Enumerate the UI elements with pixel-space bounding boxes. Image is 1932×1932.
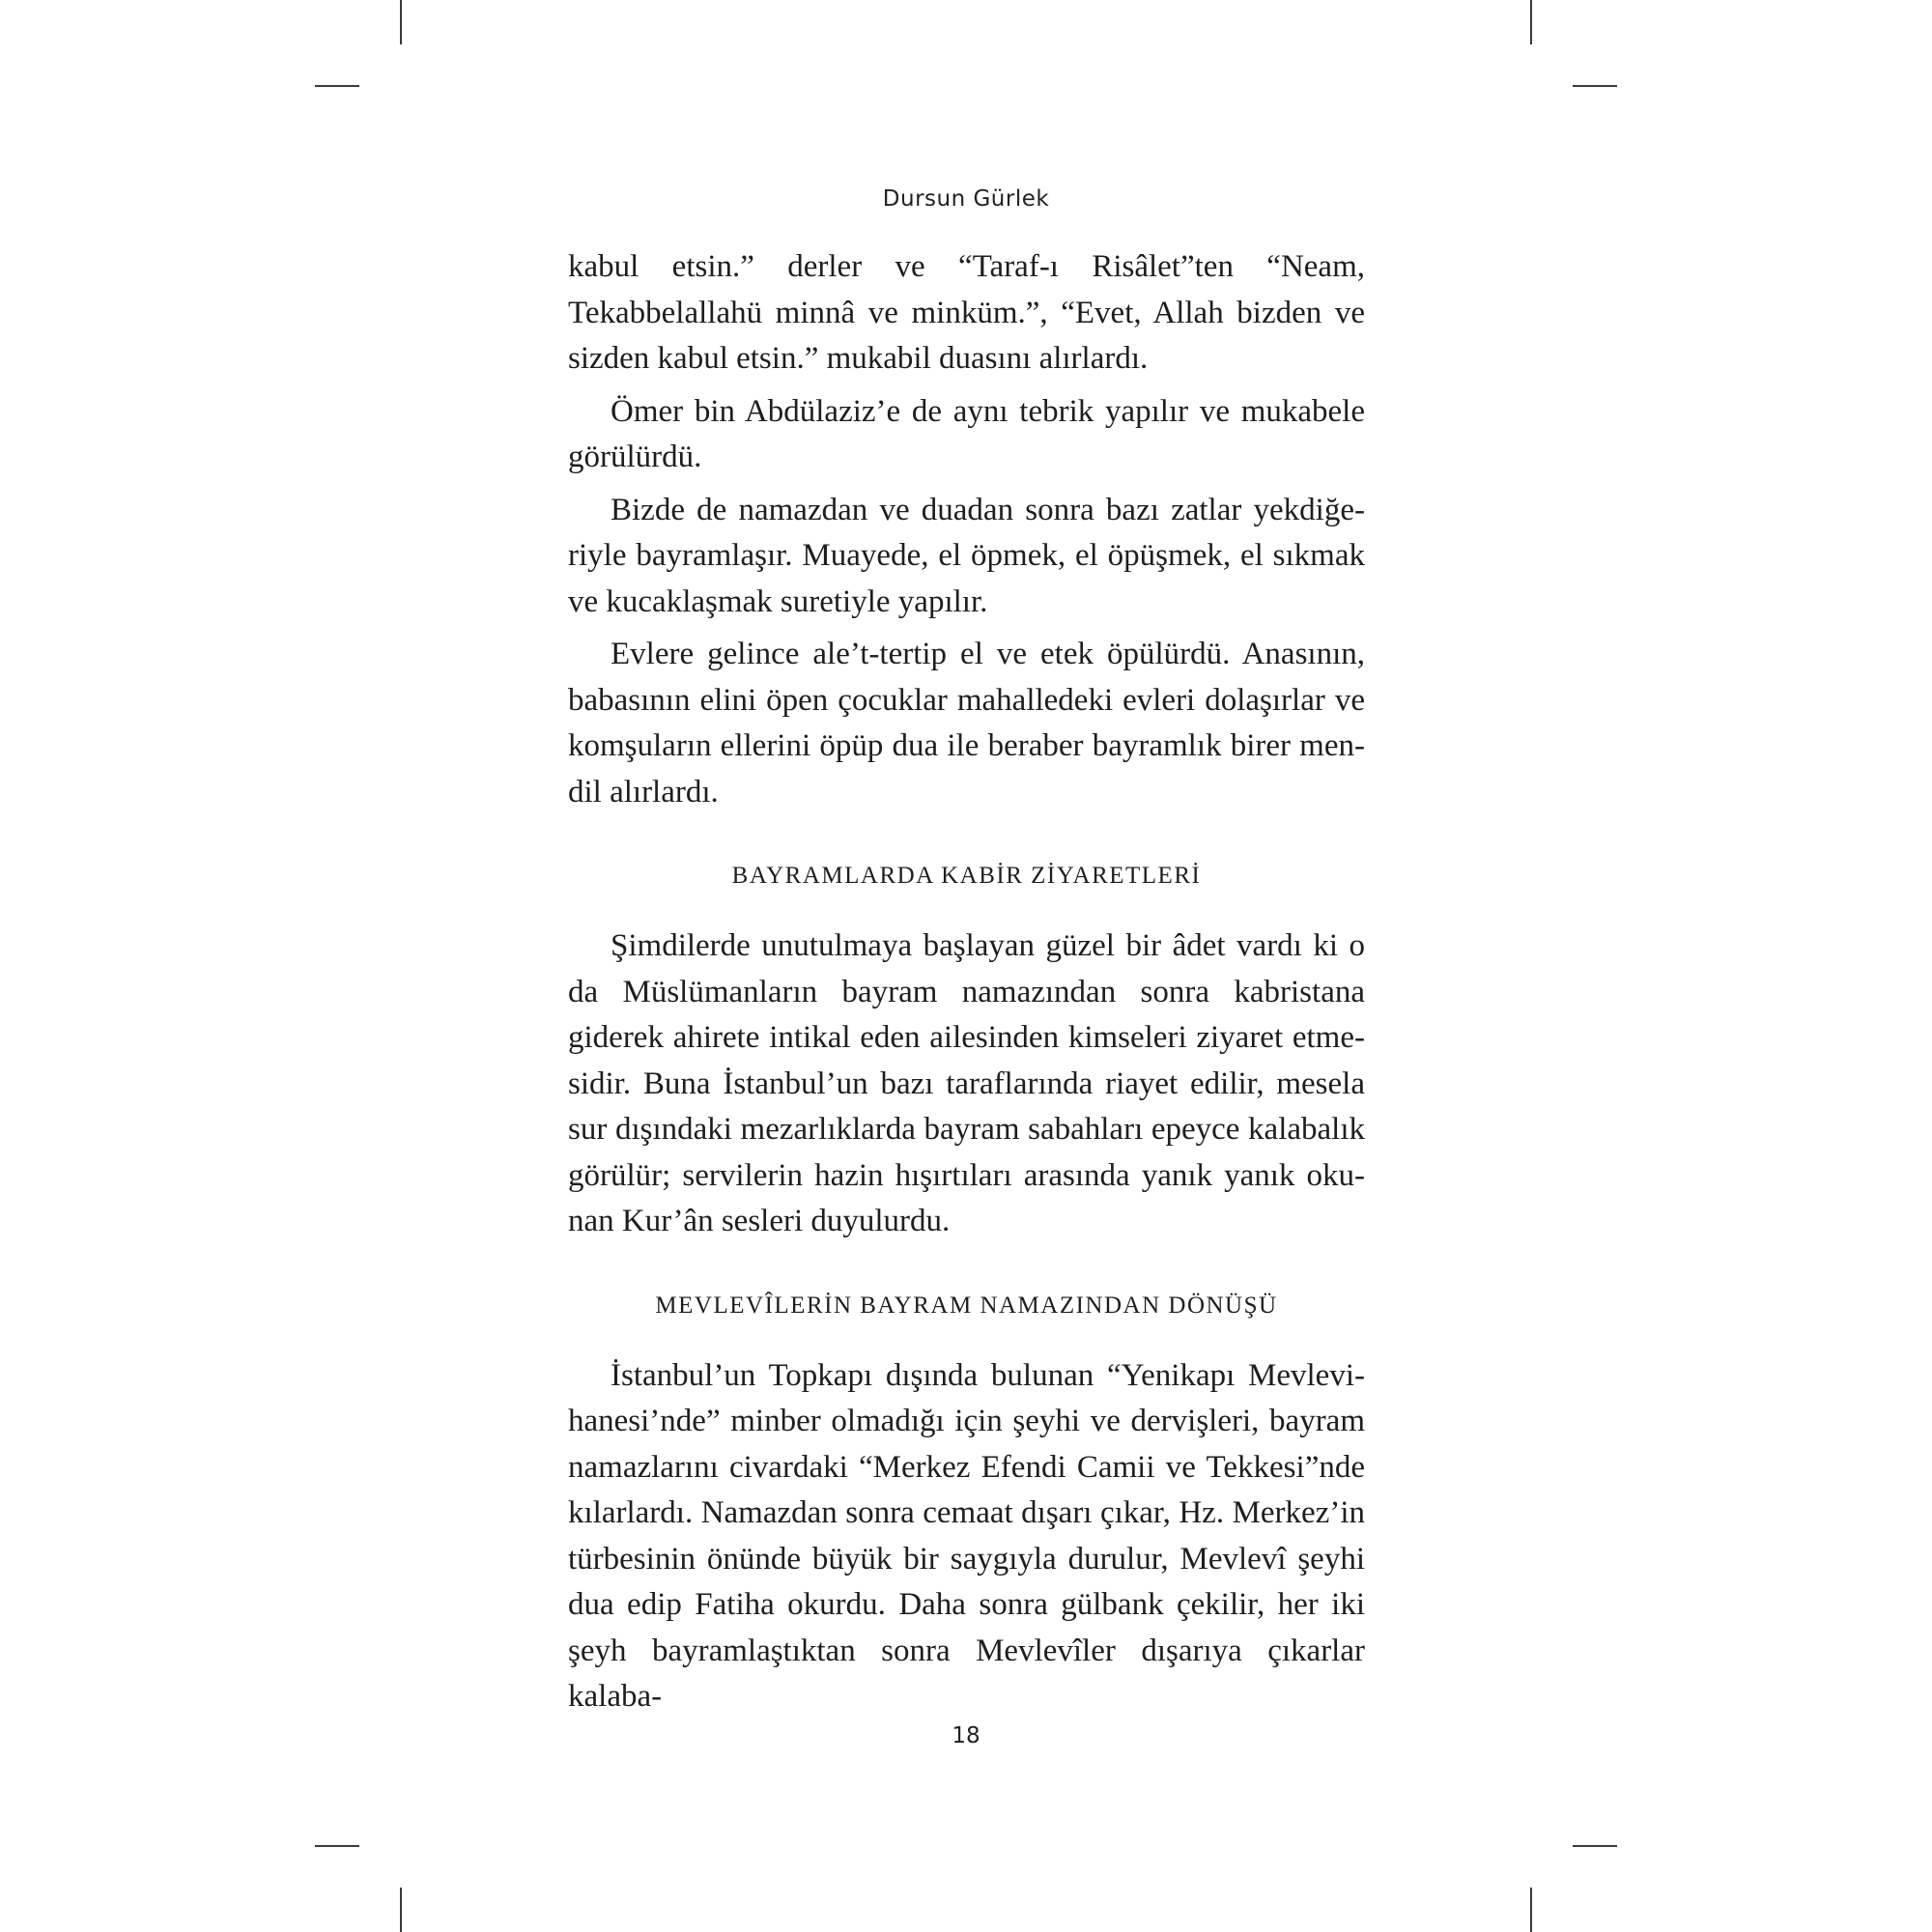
running-head-author: Dursun Gürlek (882, 186, 1050, 212)
crop-mark-left-top (315, 85, 359, 87)
crop-mark-right-bottom (1573, 1845, 1617, 1847)
crop-mark-bottom-left (400, 1888, 402, 1932)
crop-mark-top-left (400, 0, 402, 44)
crop-mark-right-top (1573, 85, 1617, 87)
paragraph: kabul etsin.” derler ve “Taraf-ı Risâlet”ten “Neam, Tekabbelallahü minnâ ve minküm.”, “Evet, Allah bizden ve sizden kabul etsin.” mukabil duasını alırlardı. (568, 249, 1365, 376)
paragraph: Evlere gelince ale’t-tertip el ve etek öpülürdü. Anasının, babasının elini öpen çocuklar mahalledeki evleri dolaşırlar ve komşuların ellerini öpüp dua ile beraber bayramlık birer mendil alırlardı. (568, 637, 1365, 810)
paragraph: İstanbul’un Topkapı dışında bulunan “Yenikapı Mevlevihanesi’nde” minber olmadığı için şeyhi ve dervişleri, bayram namazlarını civardaki “Merkez Efendi Camii ve Tekkesi”nde kılarlardı. Namazdan sonra cemaat dışarı çıkar, Hz. Merkez’in türbesinin önünde büyük bir saygıyla durulur, Mevlevî şeyhi dua edip Fatiha okurdu. Daha sonra gülbank çekilir, her iki şeyh bayramlaştıktan sonra Mevlevîler dışarıya çıkarlar kalaba- (568, 1357, 1365, 1714)
page-number: 18 (952, 1723, 980, 1748)
crop-mark-left-bottom (315, 1845, 359, 1847)
section-heading: MEVLEVÎLERİN BAYRAM NAMAZINDAN DÖNÜŞÜ (655, 1292, 1278, 1319)
crop-mark-top-right (1530, 0, 1532, 44)
paragraph: Şimdilerde unutulmaya başlayan güzel bir âdet vardı ki o da Müslümanların bayram namazından sonra kabristana giderek ahirete intikal eden ailesinden kimseleri ziyaret etmesidir. Buna İstanbul’un bazı taraflarında riayet edilir, mesela sur dışındaki mezarlıklarda bayram sabahları epeyce kalabalık görülür; servilerin hazin hışırtıları arasında yanık yanık okunan Kur’ân sesleri duyulurdu. (568, 928, 1365, 1238)
section-heading: BAYRAMLARDA KABİR ZİYARETLERİ (731, 863, 1202, 889)
paragraph: Bizde de namazdan ve duadan sonra bazı zatlar yekdiğeriyle bayramlaşır. Muayede, el öpmek, el öpüşmek, el sıkmak ve kucaklaşmak suretiyle yapılır. (568, 492, 1365, 619)
crop-mark-bottom-right (1530, 1888, 1532, 1932)
text-block (568, 244, 1365, 1727)
paragraph: Ömer bin Abdülaziz’e de aynı tebrik yapılır ve mukabele görülürdü. (568, 393, 1365, 474)
